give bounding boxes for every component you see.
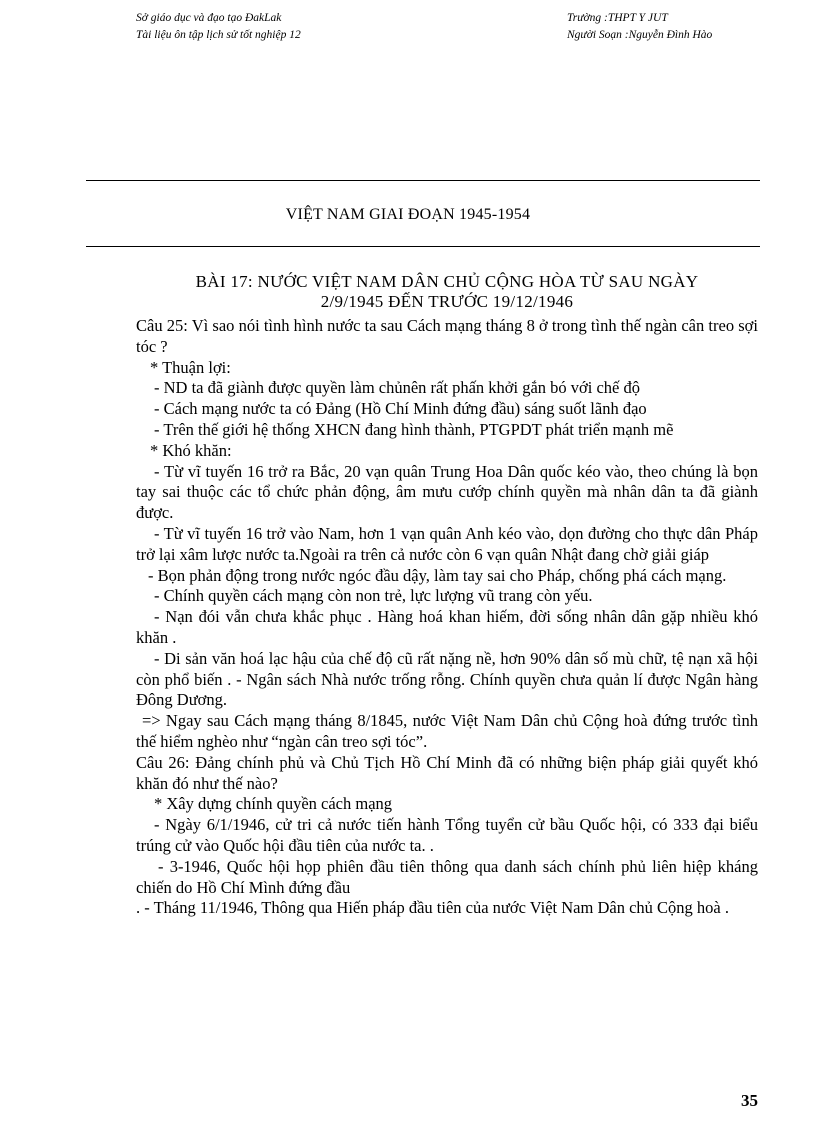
top-divider (86, 180, 760, 181)
difficulty-item: - Từ vĩ tuyến 16 trở vào Nam, hơn 1 vạn quân Anh kéo vào, dọn đường cho thực dân Pháp trở lại xâm lược nước ta.Ngoài ra trên cả nước còn 6 vạn quân Nhật đang chờ giải giáp (136, 523, 758, 564)
difficulty-item: - Từ vĩ tuyến 16 trở ra Bắc, 20 vạn quân Trung Hoa Dân quốc kéo vào, theo chúng là bọn tay sai thuộc các tổ chức phản động, âm mưu cướp chính quyền mà nhân dân ta đã giành được. (136, 461, 758, 523)
lesson-title-line1: BÀI 17: NƯỚC VIỆT NAM DÂN CHỦ CỘNG HÒA TỪ SAU NGÀY (195, 272, 699, 291)
lesson-title-line2: 2/9/1945 ĐẾN TRƯỚC 19/12/1946 (320, 292, 574, 311)
advantage-item: - ND ta đã giành được quyền làm chủnên rất phấn khởi gắn bó với chế độ (154, 378, 640, 398)
advantages-heading: * Thuận lợi: (150, 357, 231, 377)
page-number: 35 (741, 1091, 758, 1110)
header-school: Trường :THPT Y JUT (567, 12, 668, 24)
conclusion: => Ngay sau Cách mạng tháng 8/1845, nước Việt Nam Dân chủ Cộng hoà đứng trước tình thế hiểm nghèo như “ngàn cân treo sợi tóc”. (136, 711, 758, 751)
difficulties-heading: * Khó khăn: (150, 440, 232, 460)
question-26: Câu 26: Đảng chính phủ và Chủ Tịch Hồ Chí Minh đã có những biện pháp giải quyết khó khăn đó như thế nào? (136, 752, 758, 793)
difficulty-item: - Bọn phản động trong nước ngóc đầu dậy, làm tay sai cho Pháp, chống phá cách mạng. (148, 565, 727, 585)
measure-item: . - Tháng 11/1946, Thông qua Hiến pháp đầu tiên của nước Việt Nam Dân chủ Cộng hoà . (136, 898, 729, 918)
header-document-title: Tài liệu ôn tập lịch sử tốt nghiệp 12 (136, 29, 301, 41)
measure-item: - 3-1946, Quốc hội họp phiên đầu tiên thông qua danh sách chính phủ liên hiệp kháng chiến do Hồ Chí Mình đứng đầu (136, 856, 758, 897)
difficulty-item: - Chính quyền cách mạng còn non trẻ, lực lượng vũ trang còn yếu. (154, 586, 593, 606)
document-body (136, 316, 758, 919)
header-left (136, 10, 301, 44)
difficulty-item: - Nạn đói vẫn chưa khắc phục . Hàng hoá khan hiếm, đời sống nhân dân gặp nhiều khó khăn . (136, 607, 758, 647)
header-department: Sở giáo dục và đạo tạo ĐakLak (136, 12, 282, 24)
measure-item: - Ngày 6/1/1946, cử tri cả nước tiến hành Tổng tuyển cử bầu Quốc hội, có 333 đại biểu trúng cử vào Quốc hội đầu tiên của nước ta. . (136, 815, 758, 855)
header-author: Người Soạn :Nguyễn Đình Hào (567, 29, 713, 41)
section-title: VIỆT NAM GIAI ĐOẠN 1945-1954 (285, 206, 531, 223)
advantage-item: - Trên thế giới hệ thống XHCN đang hình thành, PTGPDT phát triển mạnh mẽ (154, 419, 674, 439)
advantage-item: - Cách mạng nước ta có Đảng (Hồ Chí Minh đứng đầu) sáng suốt lãnh đạo (154, 399, 647, 419)
difficulty-item: - Di sản văn hoá lạc hậu của chế độ cũ rất nặng nề, hơn 90% dân số mù chữ, tệ nạn xã hội còn phổ biến . - Ngân sách Nhà nước trống rỗng. Chính quyền chưa quản lí được Ngân hàng Đông Dương. (136, 648, 758, 710)
measures-heading: * Xây dựng chính quyền cách mạng (154, 794, 393, 814)
section-divider (86, 246, 760, 247)
lesson-title (136, 272, 758, 312)
question-25: Câu 25: Vì sao nói tình hình nước ta sau Cách mạng tháng 8 ở trong tình thế ngàn cân treo sợi tóc ? (136, 316, 758, 356)
header-right (567, 10, 712, 44)
